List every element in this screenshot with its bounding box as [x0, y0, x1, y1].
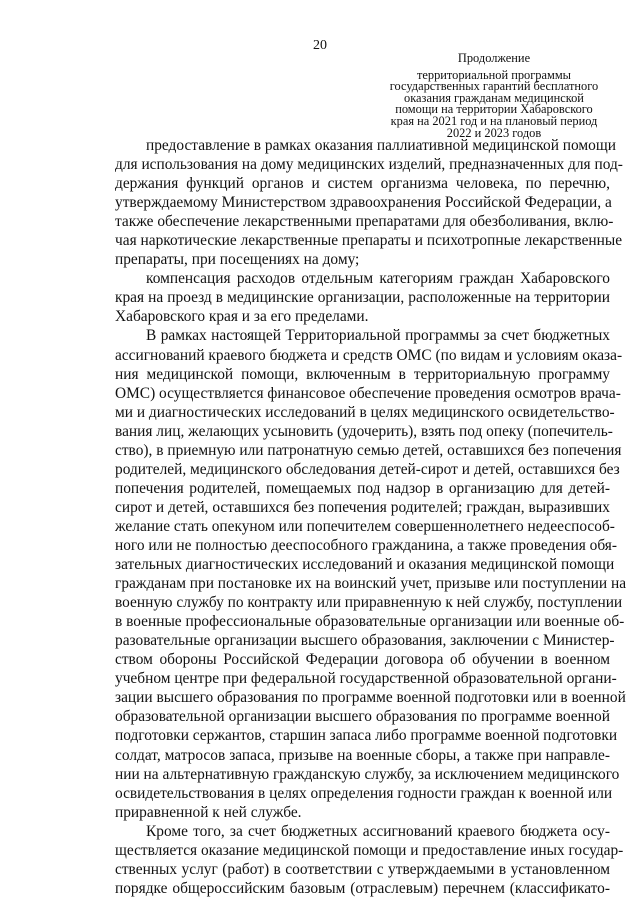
page-number: 20 [313, 38, 327, 53]
body-line: солдат, матросов запаса, призыве на военные сборы, а также при направле- [115, 746, 610, 764]
body-line: ния медицинской помощи, включенным в территориальную программу [115, 365, 610, 383]
body-line: Хабаровского края и за его пределами. [115, 308, 369, 326]
body-line: края на проезд в медицинские организации, расположенные на территории [115, 289, 610, 307]
body-line: для использования на дому медицинских изделий, предназначенных для под- [115, 156, 623, 174]
body-line: желание стать опекуном или попечителем совершеннолетнего недееспособ- [115, 517, 615, 535]
body-line: ОМС) осуществляется финансовое обеспечение проведения осмотров врача- [115, 384, 621, 402]
body-line: ством обороны Российской Федерации договора об обучении в военном [115, 651, 610, 669]
body-line: ассигнований краевого бюджета и средств ОМС (по видам и условиям оказа- [115, 346, 623, 364]
body-line: Кроме того, за счет бюджетных ассигнований краевого бюджета осу- [146, 822, 610, 840]
body-line: держания функций органов и систем организма человека, по перечню, [115, 175, 610, 193]
header-line: оказания гражданам медицинской [404, 90, 584, 105]
body-line: образовательной организации высшего образования по программе военной [115, 708, 610, 726]
body-line: попечения родителей, помещаемых под надзор в организацию для детей- [115, 479, 610, 497]
body-line: чая наркотические лекарственные препараты и психотропные лекарственные [115, 232, 623, 250]
body-line: компенсация расходов отдельным категориям граждан Хабаровского [146, 270, 610, 288]
body-line: приравненной к ней службе. [115, 803, 302, 821]
header-line: 2022 и 2023 годов [446, 125, 542, 140]
header-line: края на 2021 год и на плановый период [390, 113, 598, 128]
body-line: порядке общероссийским базовым (отраслевым) перечнем (классификато- [115, 879, 610, 897]
header-line: государственных гарантий бесплатного [389, 79, 599, 94]
body-line: учебном центре при федеральной государственной образовательной органи- [115, 670, 617, 688]
body-line: сирот и детей, оставшихся без попечения родителей; граждан, выразивших [115, 498, 610, 516]
body-line: предоставление в рамках оказания паллиативной медицинской помощи [146, 137, 616, 154]
header-line: территориальной программы [416, 67, 571, 82]
body-line: ми и диагностических исследований в целях медицинского освидетельство- [115, 403, 615, 421]
body-line: вания лиц, желающих усыновить (удочерить), взять под опеку (попечитель- [115, 422, 613, 440]
body-line: подготовки сержантов, старшин запаса либо программе военной подготовки [115, 727, 618, 745]
body-line: ственных услуг (работ) в соответствии с утверждаемыми в установленном [115, 860, 610, 878]
body-text [115, 136, 627, 898]
body-line: зации высшего образования по программе военной подготовки или в военной [115, 689, 626, 707]
body-line: также обеспечение лекарственными препаратами для обезболивания, вклю- [115, 213, 614, 231]
body-line: препараты, при посещениях на дому; [115, 251, 360, 269]
body-line: военную службу по контракту или приравненную к ней службу, поступлении [115, 594, 623, 612]
body-line: ществляется оказание медицинской помощи и предоставление иных государ- [115, 841, 624, 859]
header-continuation-label: Продолжение [457, 51, 531, 65]
body-line: утверждаемому Министерством здравоохранения Российской Федерации, а [115, 194, 612, 212]
body-line: родителей, медицинского обследования детей-сирот и детей, оставшихся без [115, 460, 620, 478]
body-line: нии на альтернативную гражданскую службу, за исключением медицинского [115, 765, 620, 783]
body-line: В рамках настоящей Территориальной программы за счет бюджетных [146, 327, 610, 345]
body-line: в военные профессиональные образовательные организации или военные об- [115, 613, 625, 631]
body-line: зательных диагностических исследований и оказания медицинской помощи [115, 556, 615, 574]
body-line: освидетельствования в целях определения годности граждан к военной или [115, 784, 613, 802]
body-line: ного или не полностью дееспособного гражданина, а также проведения обя- [115, 536, 617, 554]
body-line: гражданам при постановке их на воинский учет, призыве или поступлении на [115, 575, 627, 593]
body-line: ство), в приемную или патронатную семью детей, оставшихся без попечения [115, 441, 622, 459]
body-line: разовательные организации высшего образования, заключении с Министер- [115, 632, 615, 650]
header-line: помощи на территории Хабаровского [395, 102, 593, 117]
running-header [372, 53, 616, 139]
